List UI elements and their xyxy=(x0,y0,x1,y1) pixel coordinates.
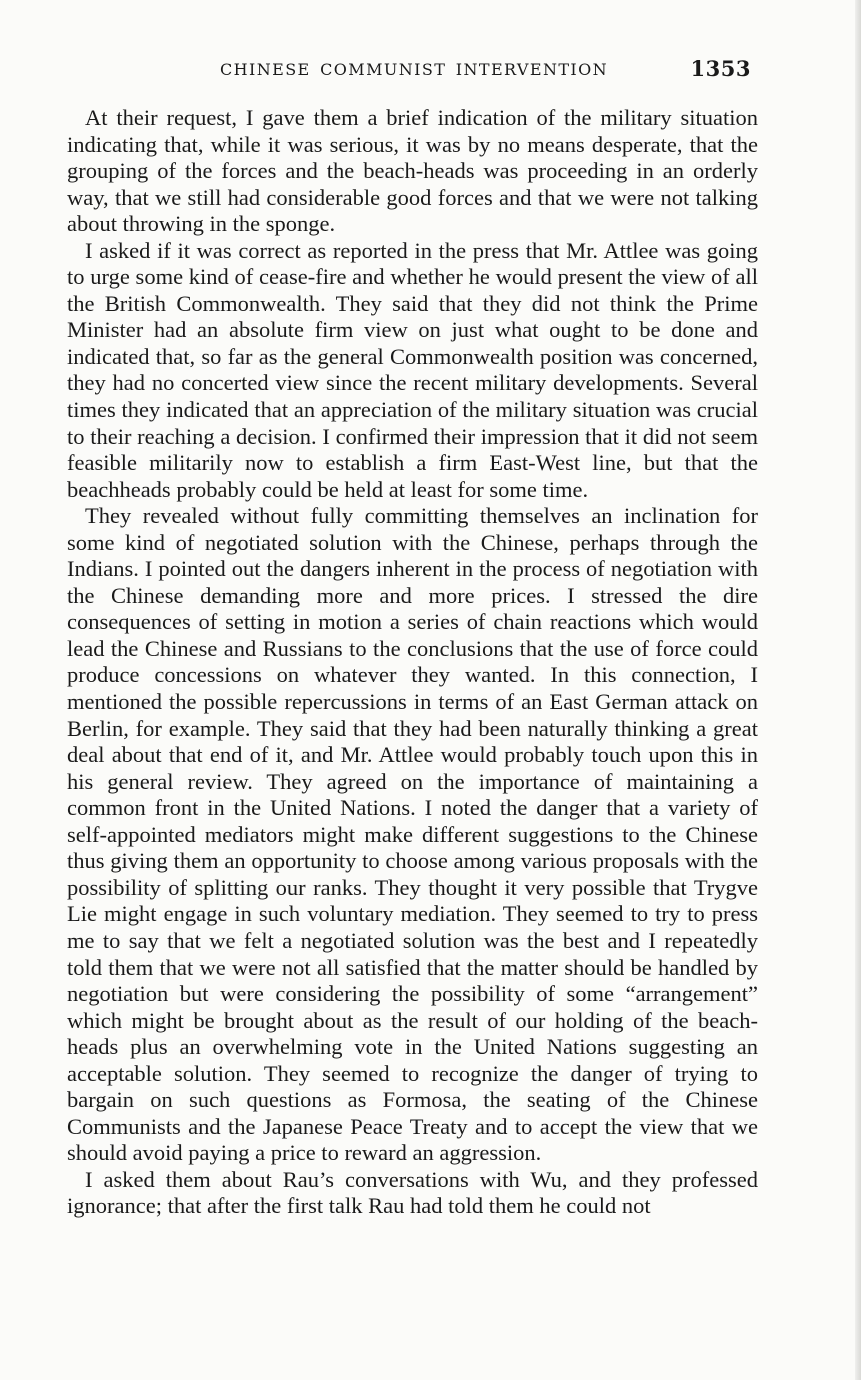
paragraph-3: They revealed without fully committing themselves an inclination for some kind of negotiated solution with the Chinese, perhaps through the Indians. I pointed out the dangers inherent in the process of negotiation with the Chinese demanding more and more prices. I stressed the dire consequences of setting in motion a series of chain reactions which would lead the Chinese and Russians to the conclusions that the use of force could produce concessions on whatever they wanted. In this connection, I mentioned the possible repercussions in terms of an East German attack on Berlin, for example. They said that they had been naturally thinking a great deal about that end of it, and Mr. Attlee would probably touch upon this in his general review. They agreed on the importance of maintaining a common front in the United Nations. I noted the danger that a variety of self-appointed mediators might make different suggestions to the Chinese thus giving them an opportunity to choose among various proposals with the possibility of splitting our ranks. They thought it very possible that Trygve Lie might engage in such voluntary mediation. They seemed to try to press me to say that we felt a negotiated solution was the best and I repeatedly told them that we were not all satisfied that the matter should be handled by negotiation but were considering the possibility of some “arrangement” which might be brought about as the result of our holding of the beach-heads plus an overwhelming vote in the United Nations suggesting an acceptable solution. They seemed to recognize the danger of trying to bargain on such questions as Formosa, the seating of the Chinese Communists and the Japanese Peace Treaty and to accept the view that we should avoid paying a price to reward an aggression. xyxy=(67,503,758,1166)
paragraph-4: I asked them about Rau’s conversations with Wu, and they professed ignorance; that after the first talk Rau had told them he could not xyxy=(67,1166,758,1219)
paragraph-1: At their request, I gave them a brief indication of the military situation indicating that, while it was serious, it was by no means desperate, that the grouping of the forces and the beach-heads was proceeding in an orderly way, that we still had considerable good forces and that we were not talking about throwing in the sponge. xyxy=(67,105,758,237)
running-title: CHINESE COMMUNIST INTERVENTION xyxy=(220,60,609,79)
page-edge-shadow xyxy=(855,0,861,1380)
paragraph-2: I asked if it was correct as reported in the press that Mr. Attlee was going to urge some kind of cease-fire and whether he would present the view of all the British Commonwealth. They said that they did not think the Prime Minister had an absolute firm view on just what ought to be done and indicated that, so far as the general Commonwealth position was concerned, they had no concerted view since the recent military developments. Several times they indicated that an appreciation of the military situation was crucial to their reaching a decision. I confirmed their impression that it did not seem feasible militarily now to establish a firm East-West line, but that the beachheads probably could be held at least for some time. xyxy=(67,237,758,502)
body-text xyxy=(67,105,758,1220)
page-number: 1353 xyxy=(690,56,751,81)
running-head xyxy=(68,58,756,88)
